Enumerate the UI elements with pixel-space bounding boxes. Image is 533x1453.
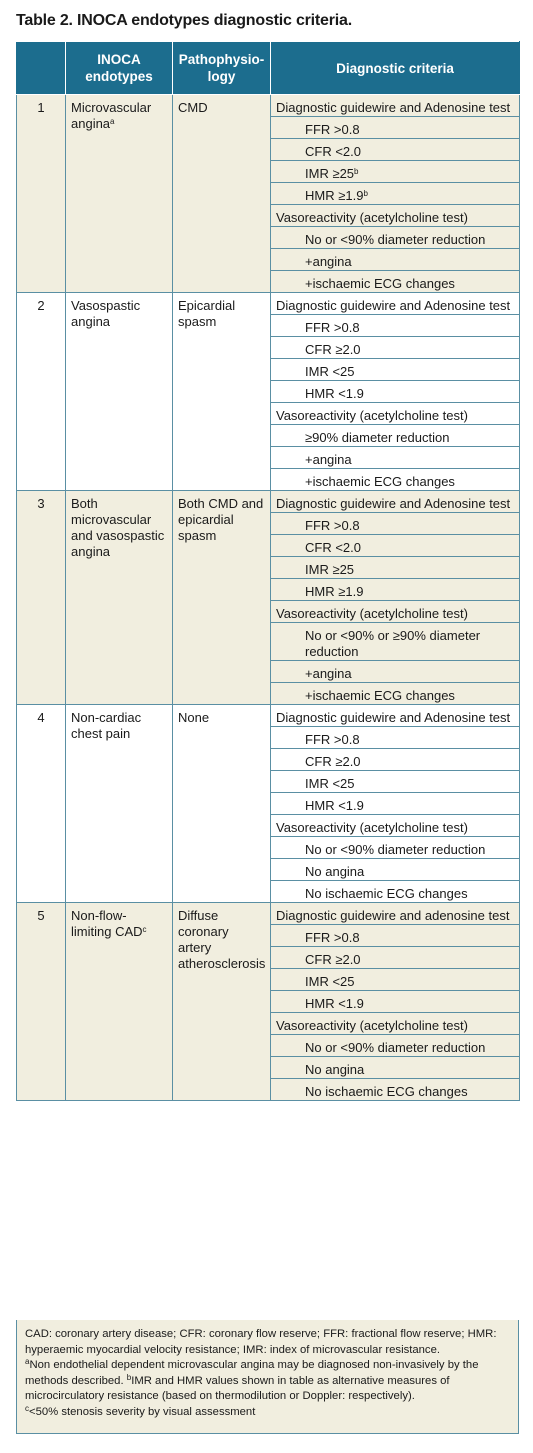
criteria-item (271, 837, 520, 859)
criteria-text: No or <90% diameter reduction (305, 1040, 486, 1055)
endotype-name: Microvascular angina (71, 100, 152, 131)
criteria-text: CFR ≥2.0 (305, 342, 361, 357)
criteria-section-heading (271, 491, 520, 513)
footnote-a-text: Non endothelial dependent microvascular angina may be diagnosed non-invasively by the methods described. (25, 1359, 479, 1387)
criteria-text: +angina (305, 666, 352, 681)
criteria-item (271, 727, 520, 749)
criteria-text: +ischaemic ECG changes (305, 474, 455, 489)
criteria-footnote-mark: b (363, 189, 368, 198)
criteria-footnote-mark: b (354, 167, 359, 176)
criteria-item (271, 579, 520, 601)
endotype-number: 1 (17, 95, 66, 293)
criteria-item (271, 771, 520, 793)
criteria-text: FFR >0.8 (305, 320, 360, 335)
criteria-item (271, 749, 520, 771)
header-criteria: Diagnostic criteria (271, 42, 520, 95)
criteria-item (271, 381, 520, 403)
criteria-text: No ischaemic ECG changes (305, 886, 468, 901)
table-row (17, 293, 520, 315)
endotype-number: 4 (17, 705, 66, 903)
criteria-section-heading (271, 95, 520, 117)
criteria-text: CFR <2.0 (305, 144, 361, 159)
criteria-item (271, 183, 520, 205)
table-footnotes (16, 1320, 519, 1434)
criteria-item (271, 535, 520, 557)
criteria-item (271, 793, 520, 815)
pathophysiology-cell: Diffuse coronary artery atherosclerosis (173, 903, 271, 1101)
footnote-b-mark: b (126, 1372, 132, 1382)
criteria-item (271, 623, 520, 661)
criteria-item (271, 161, 520, 183)
criteria-text: Diagnostic guidewire and Adenosine test (276, 496, 511, 511)
footnote-a-mark: a (25, 1357, 30, 1366)
criteria-item (271, 513, 520, 535)
criteria-section-heading (271, 205, 520, 227)
criteria-text: Vasoreactivity (acetylcholine test) (276, 210, 468, 225)
criteria-text: HMR ≥1.9 (305, 584, 364, 599)
criteria-item (271, 469, 520, 491)
criteria-text: Vasoreactivity (acetylcholine test) (276, 820, 468, 835)
endotype-name-cell (66, 293, 173, 491)
footnote-c (25, 1405, 510, 1421)
criteria-section-heading (271, 1013, 520, 1035)
criteria-text: FFR >0.8 (305, 732, 360, 747)
criteria-text: No angina (305, 1062, 365, 1077)
criteria-text: +angina (305, 254, 352, 269)
criteria-item (271, 881, 520, 903)
criteria-item (271, 425, 520, 447)
criteria-text: No or <90% diameter reduction (305, 232, 486, 247)
footnote-c-text: <50% stenosis severity by visual assessment (29, 1405, 256, 1418)
criteria-text: Vasoreactivity (acetylcholine test) (276, 606, 468, 621)
criteria-item (271, 683, 520, 705)
endotype-name-cell (66, 903, 173, 1101)
criteria-text: Diagnostic guidewire and Adenosine test (276, 298, 511, 313)
table-row (17, 95, 520, 117)
criteria-item (271, 661, 520, 683)
criteria-section-heading (271, 815, 520, 837)
header-number (17, 42, 66, 95)
criteria-text: HMR <1.9 (305, 386, 364, 401)
pathophysiology-cell: CMD (173, 95, 271, 293)
endotype-footnote-mark: c (142, 925, 147, 934)
criteria-item (271, 969, 520, 991)
endotype-name-cell (66, 95, 173, 293)
criteria-text: +angina (305, 452, 352, 467)
endotype-number: 5 (17, 903, 66, 1101)
criteria-section-heading (271, 403, 520, 425)
criteria-text: Diagnostic guidewire and Adenosine test (276, 710, 511, 725)
criteria-item (271, 991, 520, 1013)
criteria-item (271, 249, 520, 271)
criteria-text: +ischaemic ECG changes (305, 276, 455, 291)
endotypes-table (16, 41, 520, 1101)
criteria-text: IMR ≥25 (305, 166, 355, 181)
criteria-text: HMR <1.9 (305, 798, 364, 813)
criteria-text: +ischaemic ECG changes (305, 688, 455, 703)
table-row (17, 491, 520, 513)
criteria-item (271, 925, 520, 947)
endotype-footnote-mark: a (110, 117, 115, 126)
criteria-text: No angina (305, 864, 365, 879)
criteria-text: IMR <25 (305, 776, 355, 791)
criteria-text: FFR >0.8 (305, 122, 360, 137)
criteria-text: No or <90% diameter reduction (305, 842, 486, 857)
criteria-item (271, 447, 520, 469)
criteria-item (271, 139, 520, 161)
criteria-text: CFR ≥2.0 (305, 952, 361, 967)
criteria-text: FFR >0.8 (305, 930, 360, 945)
criteria-section-heading (271, 601, 520, 623)
criteria-item (271, 271, 520, 293)
header-row (17, 42, 520, 95)
endotype-name-cell (66, 491, 173, 705)
criteria-item (271, 947, 520, 969)
criteria-section-heading (271, 705, 520, 727)
pathophysiology-cell: None (173, 705, 271, 903)
criteria-item (271, 227, 520, 249)
header-pathophysiology: Pathophysio-logy (173, 42, 271, 95)
endotype-name: Non-flow-limiting CAD (71, 908, 143, 939)
table-title: Table 2. INOCA endotypes diagnostic criteria. (16, 12, 352, 29)
criteria-text: ≥90% diameter reduction (305, 430, 450, 445)
criteria-item (271, 1035, 520, 1057)
criteria-text: Vasoreactivity (acetylcholine test) (276, 1018, 468, 1033)
criteria-text: CFR <2.0 (305, 540, 361, 555)
criteria-item (271, 1079, 520, 1101)
table-row (17, 903, 520, 925)
criteria-text: Diagnostic guidewire and adenosine test (276, 908, 510, 923)
endotype-name-cell (66, 705, 173, 903)
criteria-item (271, 1057, 520, 1079)
endotype-name: Non-cardiac chest pain (71, 710, 142, 741)
criteria-text: No ischaemic ECG changes (305, 1084, 468, 1099)
table-row (17, 705, 520, 727)
criteria-text: HMR ≥1.9 (305, 188, 364, 203)
footnote-c-mark: c (25, 1403, 29, 1413)
criteria-text: IMR <25 (305, 364, 355, 379)
footnote-a (25, 1358, 510, 1405)
pathophysiology-cell: Both CMD and epicardial spasm (173, 491, 271, 705)
criteria-text: Vasoreactivity (acetylcholine test) (276, 408, 468, 423)
pathophysiology-cell: Epicardial spasm (173, 293, 271, 491)
criteria-section-heading (271, 293, 520, 315)
endotype-number: 3 (17, 491, 66, 705)
endotype-name: Both microvascular and vasospastic angina (71, 496, 165, 559)
criteria-item (271, 337, 520, 359)
criteria-text: No or <90% or ≥90% diameter reduction (305, 628, 481, 659)
footnote-b-text: IMR and HMR values shown in table as alternative measures of microcirculatory resistance (based on thermodilution or Doppler: respectively). (25, 1374, 450, 1402)
criteria-item (271, 315, 520, 337)
footnote-abbreviations: CAD: coronary artery disease; CFR: coronary flow reserve; FFR: fractional flow reserve; HMR: hyperaemic myocardial velocity resistance; IMR: index of microvascular resistance. (25, 1328, 497, 1356)
criteria-text: Diagnostic guidewire and Adenosine test (276, 100, 511, 115)
criteria-text: IMR ≥25 (305, 562, 355, 577)
criteria-text: FFR >0.8 (305, 518, 360, 533)
criteria-item (271, 117, 520, 139)
table-body (17, 95, 520, 1101)
criteria-item (271, 359, 520, 381)
criteria-text: HMR <1.9 (305, 996, 364, 1011)
endotype-number: 2 (17, 293, 66, 491)
criteria-text: CFR ≥2.0 (305, 754, 361, 769)
header-endotype: INOCA endotypes (66, 42, 173, 95)
criteria-text: IMR <25 (305, 974, 355, 989)
criteria-item (271, 557, 520, 579)
endotype-name: Vasospastic angina (71, 298, 141, 329)
criteria-section-heading (271, 903, 520, 925)
criteria-item (271, 859, 520, 881)
